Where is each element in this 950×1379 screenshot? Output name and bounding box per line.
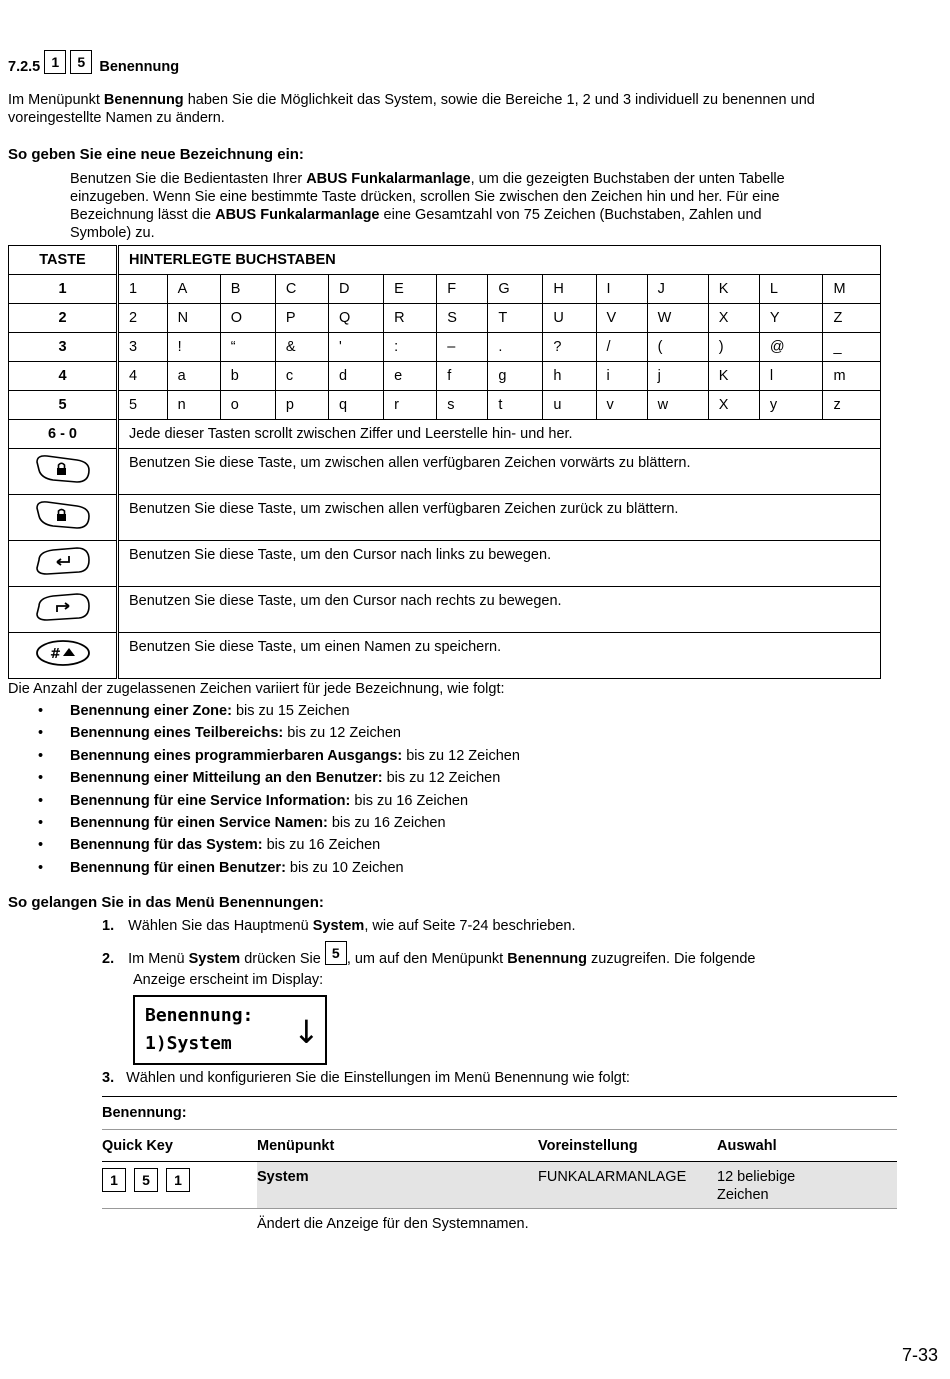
menu-item-system: System [257,1169,309,1185]
key-cell: 5 [9,391,118,420]
lcd-line-1: Benennung: [145,1005,254,1026]
char-cell: C [275,275,328,304]
table-row [9,420,881,449]
char-cell: / [596,333,647,362]
char-cell: P [275,304,328,333]
down-arrow-icon: ↓ [293,1013,320,1051]
key-cell [9,633,118,679]
description-cell: Benutzen Sie diese Taste, um den Cursor nach links zu bewegen. [118,541,881,587]
step-number: 2. [102,951,115,967]
step-number: 1. [102,918,115,934]
page-number: 7-33 [902,1345,939,1365]
char-cell: : [384,333,437,362]
settings-title: Benennung: [102,1105,187,1121]
table-row [9,449,881,495]
char-cell: – [437,333,488,362]
char-cell: g [488,362,543,391]
key-cell: 4 [9,362,118,391]
char-cell: G [488,275,543,304]
char-cell: I [596,275,647,304]
char-cell: t [488,391,543,420]
limit-label: Benennung eines Teilbereichs: [70,725,284,742]
char-cell: q [329,391,384,420]
char-cell: ' [329,333,384,362]
limit-label: Benennung für einen Benutzer: [70,859,286,876]
char-cell: _ [823,333,881,362]
table-row [9,495,881,541]
char-cell: c [275,362,328,391]
step-3 [102,1069,630,1087]
svg-text:#: # [49,647,61,662]
lcd-display [133,995,327,1065]
char-cell: A [167,275,220,304]
howto-text: Symbole) zu. [70,225,155,241]
list-item [30,857,520,879]
howto-text: Bezeichnung lässt die [70,207,212,223]
char-cell: B [220,275,275,304]
howto-text: , um die gezeigten Buchstaben der unten Tabelle [470,171,785,187]
list-item [30,700,520,722]
limits-list [30,700,520,879]
key-cell: 1 [9,275,118,304]
step-bold: System [312,918,365,934]
char-cell: U [543,304,596,333]
key-box: 1 [102,1168,126,1192]
char-cell: p [275,391,328,420]
howto-text: Benutzen Sie die Bedientasten Ihrer [70,171,303,187]
lcd-line-2: 1)System [145,1033,232,1054]
char-cell: f [437,362,488,391]
step-text: , wie auf Seite 7-24 beschrieben. [364,918,576,934]
limit-label: Benennung für eine Service Information: [70,792,351,809]
char-cell: L [759,275,823,304]
char-cell: M [823,275,881,304]
table-row [9,633,881,679]
section-title: Benennung [99,59,180,75]
char-cell: n [167,391,220,420]
step-number: 3. [102,1070,115,1086]
step-text: Wählen und konfigurieren Sie die Einstellungen im Menü Benennung wie folgt: [126,1070,630,1086]
char-cell: @ [759,333,823,362]
char-cell: “ [220,333,275,362]
key-5-box: 5 [70,50,92,74]
char-cell: S [437,304,488,333]
char-cell: e [384,362,437,391]
char-cell: w [647,391,708,420]
char-cell: v [596,391,647,420]
key-box: 1 [166,1168,190,1192]
default-value: FUNKALARMANLAGE [538,1169,687,1185]
limit-label: Benennung eines programmierbaren Ausgangs: [70,747,403,764]
intro-text: Im Menüpunkt [8,92,100,108]
char-cell: ( [647,333,708,362]
char-cell: J [647,275,708,304]
char-cell: H [543,275,596,304]
choice-line-1: 12 beliebige [717,1169,796,1185]
step-text: Anzeige erscheint im Display: [133,972,324,988]
step-1 [102,917,576,935]
limit-value: bis zu 16 Zeichen [327,814,446,831]
step-text: Wählen Sie das Hauptmenü [128,918,309,934]
brand-name: ABUS Funkalarmanlage [215,207,380,223]
step-2 [102,943,902,989]
char-cell: 4 [118,362,168,391]
char-cell: Y [759,304,823,333]
intro-text-rest: haben Sie die Möglichkeit das System, sowie die Bereiche 1, 2 und 3 individuell zu benennen und [187,92,815,108]
description-cell: Benutzen Sie diese Taste, um zwischen allen verfügbaren Zeichen zurück zu blättern. [118,495,881,541]
step-bold: Benennung [507,951,587,967]
char-cell: F [437,275,488,304]
list-item [30,790,520,812]
list-item [30,834,520,856]
key-5-box: 5 [325,941,347,965]
howto-heading: So geben Sie eine neue Bezeichnung ein: [8,146,304,163]
char-cell: s [437,391,488,420]
limit-value: bis zu 12 Zeichen [402,747,520,764]
intro-paragraph [8,91,938,127]
key-cell [9,495,118,541]
character-table [8,245,881,679]
char-cell: d [329,362,384,391]
table-row [9,587,881,633]
howto-text: einzugeben. Wenn Sie eine bestimmte Taste drücken, scrollen Sie zwischen den Zeichen hin und her. Für eine [70,189,780,205]
key-cell [9,449,118,495]
char-cell: b [220,362,275,391]
step-text: zuzugreifen. Die folgende [591,951,756,967]
choice-value [717,1168,795,1204]
brand-name: ABUS Funkalarmanlage [306,171,471,187]
list-item [30,745,520,767]
list-item [30,812,520,834]
char-cell: E [384,275,437,304]
description-cell: Jede dieser Tasten scrollt zwischen Ziffer und Leerstelle hin- und her. [118,420,881,449]
limit-value: bis zu 16 Zeichen [350,792,469,809]
char-cell: 2 [118,304,168,333]
table-row [9,362,881,391]
char-cell: ! [167,333,220,362]
list-item [30,767,520,789]
divider [102,1096,897,1097]
limit-value: bis zu 12 Zeichen [283,725,401,742]
char-cell: ) [708,333,759,362]
key-1-box: 1 [44,50,66,74]
settings-note: Ändert die Anzeige für den Systemnamen. [257,1216,529,1232]
char-cell: K [708,275,759,304]
step-text: Im Menü [128,951,185,967]
divider [102,1208,897,1209]
step-bold: System [188,951,241,967]
char-cell: 1 [118,275,168,304]
char-cell: D [329,275,384,304]
description-cell: Benutzen Sie diese Taste, um zwischen allen verfügbaren Zeichen vorwärts zu blättern. [118,449,881,495]
limit-value: bis zu 12 Zeichen [382,770,501,787]
cursor-left-key-icon [33,544,93,578]
intro-bold: Benennung [103,92,184,108]
char-cell: 5 [118,391,168,420]
column-header-quick-key: Quick Key [102,1138,173,1154]
char-cell: l [759,362,823,391]
limits-intro: Die Anzahl der zugelassenen Zeichen variiert für jede Bezeichnung, wie folgt: [8,681,505,697]
char-cell: j [647,362,708,391]
column-header-chars: HINTERLEGTE BUCHSTABEN [118,246,881,275]
step-text: , um auf den Menüpunkt [346,951,504,967]
lock-forward-key-icon [33,452,93,486]
key-cell: 3 [9,333,118,362]
char-cell: N [167,304,220,333]
column-header-default: Voreinstellung [538,1138,638,1154]
char-cell: . [488,333,543,362]
table-row [9,304,881,333]
section-heading [8,54,180,76]
lock-backward-key-icon [33,498,93,532]
table-row [9,333,881,362]
hash-save-key-icon [33,636,93,670]
char-cell: T [488,304,543,333]
char-cell: R [384,304,437,333]
char-cell: X [708,304,759,333]
char-cell: W [647,304,708,333]
char-cell: r [384,391,437,420]
limit-label: Benennung für einen Service Namen: [70,814,328,831]
limit-label: Benennung einer Mitteilung an den Benutzer: [70,770,383,787]
char-cell: u [543,391,596,420]
char-cell: o [220,391,275,420]
column-header-key: TASTE [9,246,118,275]
key-cell: 6 - 0 [9,420,118,449]
table-row [9,541,881,587]
howto-paragraph [70,170,940,242]
limit-label: Benennung einer Zone: [70,703,232,719]
char-cell: ? [543,333,596,362]
menu-heading: So gelangen Sie in das Menü Benennungen: [8,894,324,911]
char-cell: & [275,333,328,362]
char-cell: a [167,362,220,391]
cursor-right-key-icon [33,590,93,624]
key-box: 5 [134,1168,158,1192]
howto-text: eine Gesamtzahl von 75 Zeichen (Buchstaben, Zahlen und [383,207,762,223]
char-cell: K [708,362,759,391]
char-cell: m [823,362,881,391]
char-cell: h [543,362,596,391]
divider [102,1129,897,1130]
char-cell: X [708,391,759,420]
intro-text-line2: voreingestellte Namen zu ändern. [8,110,225,126]
char-cell: 3 [118,333,168,362]
char-cell: y [759,391,823,420]
quick-key-sequence [102,1168,190,1192]
table-row [9,275,881,304]
limit-value: bis zu 16 Zeichen [262,837,381,854]
section-number: 7.2.5 [8,59,41,75]
key-cell: 2 [9,304,118,333]
key-cell [9,587,118,633]
char-cell: O [220,304,275,333]
table-header-row [9,246,881,275]
char-cell: Z [823,304,881,333]
description-cell: Benutzen Sie diese Taste, um einen Namen zu speichern. [118,633,881,679]
char-cell: i [596,362,647,391]
char-cell: Q [329,304,384,333]
column-header-choice: Auswahl [717,1138,777,1154]
description-cell: Benutzen Sie diese Taste, um den Cursor nach rechts zu bewegen. [118,587,881,633]
table-row [9,391,881,420]
choice-line-2: Zeichen [717,1187,769,1203]
limit-label: Benennung für das System: [70,837,263,854]
key-cell [9,541,118,587]
limit-value: bis zu 15 Zeichen [231,703,350,719]
list-item [30,722,520,744]
step-text: drücken Sie [244,951,321,967]
limit-value: bis zu 10 Zeichen [285,859,404,876]
char-cell: z [823,391,881,420]
column-header-item: Menüpunkt [257,1138,335,1154]
char-cell: V [596,304,647,333]
